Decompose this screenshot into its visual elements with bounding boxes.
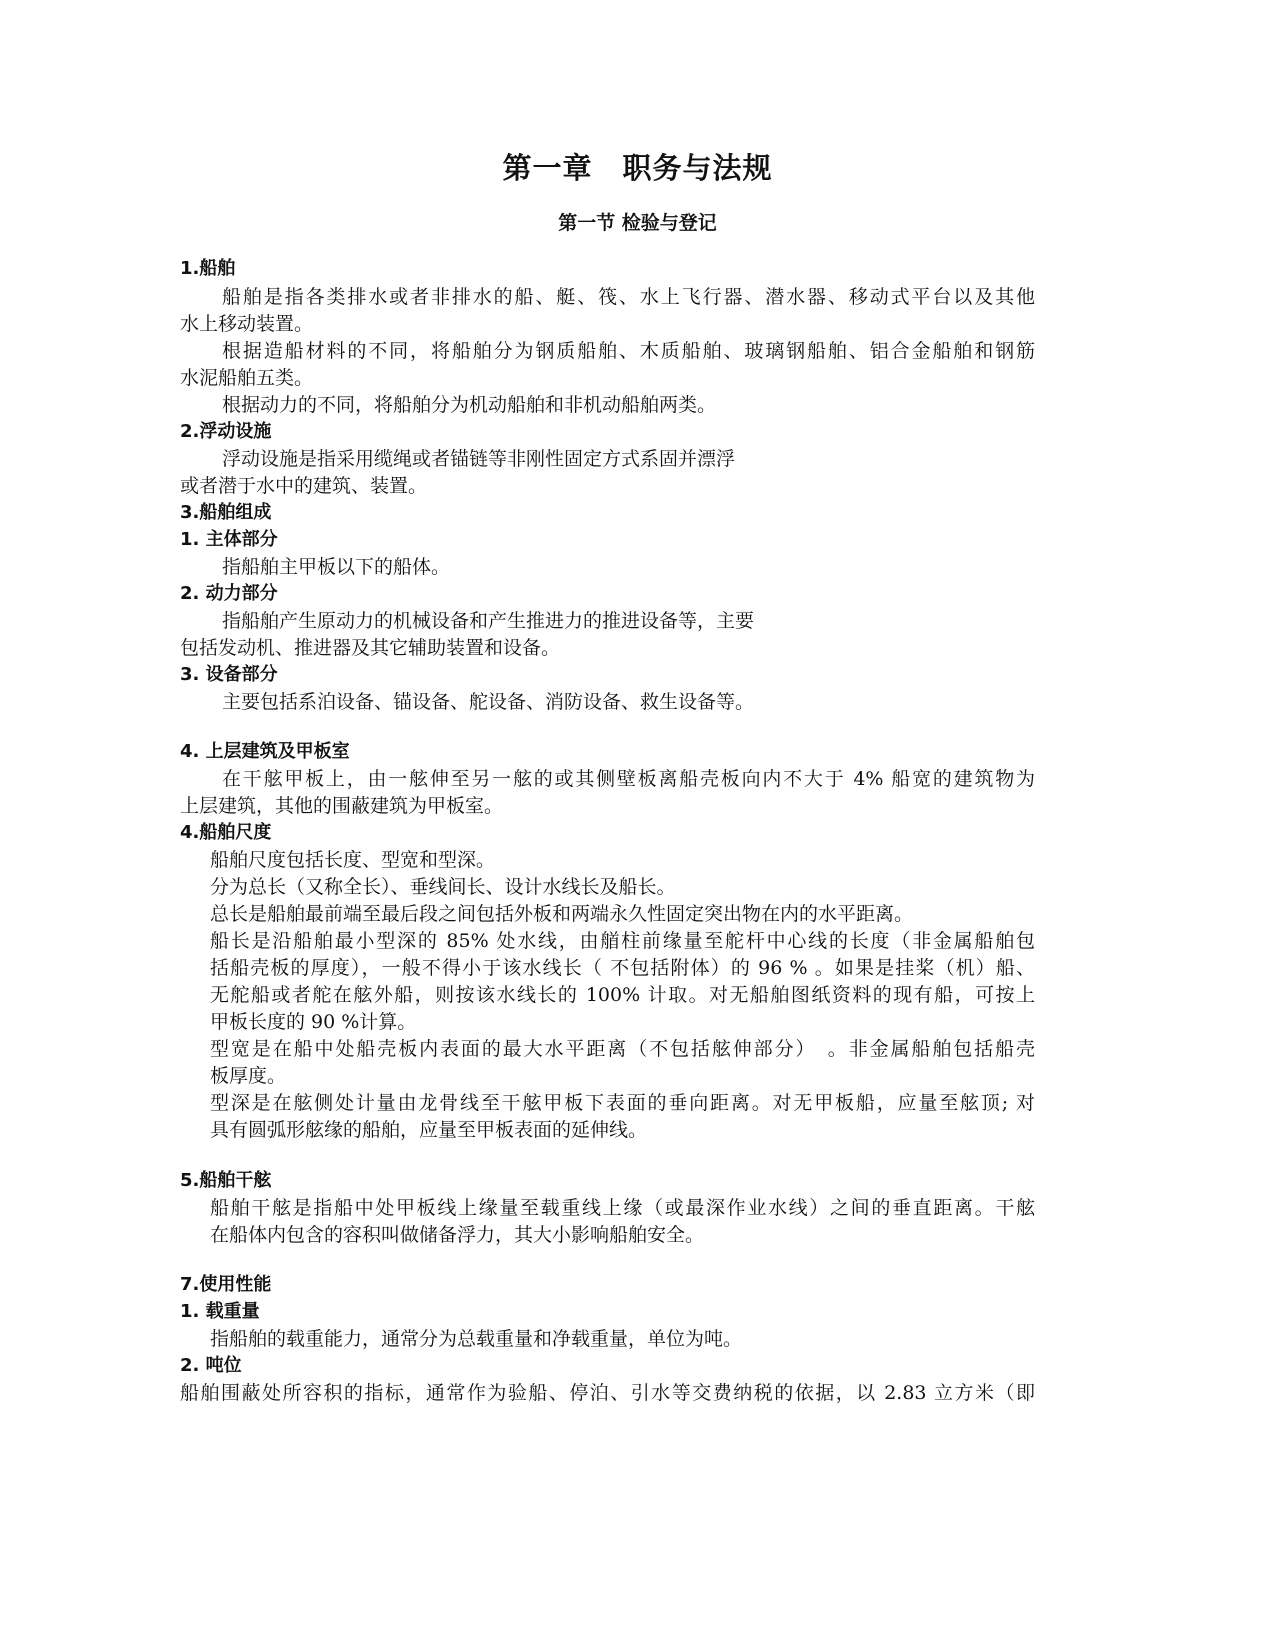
paragraph-line: 甲板长度的 90 %计算。 [210,1011,417,1033]
paragraph-line: 型深是在舷侧处计量由龙骨线至干舷甲板下表面的垂向距离。对无甲板船，应量至舷顶; 对 [210,1092,1035,1114]
paragraph-line: 分为总长（又称全长）、垂线间长、设计水线长及船长。 [210,876,676,898]
paragraph-line: 根据造船材料的不同，将船舶分为钢质船舶、木质船舶、玻璃钢船舶、铝合金船舶和钢筋 [222,340,1035,362]
paragraph-line: 或者潜于水中的建筑、装置。 [180,475,428,497]
subheading-hull: 1. 主体部分 [180,529,278,550]
paragraph-line: 船舶尺度包括长度、型宽和型深。 [210,849,496,871]
paragraph-line: 总长是船舶最前端至最后段之间包括外板和两端永久性固定突出物在内的水平距离。 [210,903,914,925]
paragraph-line: 括船壳板的厚度），一般不得小于该水线长（ 不包括附体）的 96 % 。如果是挂桨（机）船、 [210,957,1035,979]
paragraph-line: 船舶是指各类排水或者非排水的船、艇、筏、水上飞行器、潜水器、移动式平台以及其他 [222,286,1035,308]
paragraph-line: 根据动力的不同，将船舶分为机动船舶和非机动船舶两类。 [222,394,717,416]
heading-ship-composition: 3.船舶组成 [180,502,272,523]
paragraph-line: 无舵船或者舵在舷外船，则按该水线长的 100% 计取。对无船舶图纸资料的现有船，可按上 [210,984,1035,1006]
subheading-deadweight: 1. 载重量 [180,1301,260,1322]
paragraph-line: 板厚度。 [210,1065,287,1087]
paragraph-line: 指船舶产生原动力的机械设备和产生推进力的推进设备等，主要 [222,610,755,632]
heading-performance: 7.使用性能 [180,1274,272,1295]
paragraph-line: 具有圆弧形舷缘的船舶，应量至甲板表面的延伸线。 [210,1119,648,1141]
paragraph-line: 型宽是在船中处船壳板内表面的最大水平距离（不包括舷伸部分） 。非金属船舶包括船壳 [210,1038,1035,1060]
paragraph-line: 水上移动装置。 [180,313,314,335]
subheading-equipment: 3. 设备部分 [180,664,278,685]
heading-floating-facility: 2.浮动设施 [180,421,272,442]
paragraph-line: 指船舶的载重能力，通常分为总载重量和净载重量，单位为吨。 [210,1328,743,1350]
heading-ship: 1.船舶 [180,258,236,279]
paragraph-line: 浮动设施是指采用缆绳或者锚链等非刚性固定方式系固并漂浮 [222,448,736,470]
heading-freeboard: 5.船舶干舷 [180,1170,272,1191]
heading-ship-dimensions: 4.船舶尺度 [180,822,272,843]
paragraph-line: 船长是沿船舶最小型深的 85% 处水线，由艏柱前缘量至舵杆中心线的长度（非金属船舶包 [210,930,1035,952]
heading-superstructure: 4. 上层建筑及甲板室 [180,741,350,762]
paragraph-line: 在干舷甲板上，由一舷伸至另一舷的或其侧壁板离船壳板向内不大于 4% 船宽的建筑物为 [222,768,1035,790]
paragraph-line: 主要包括系泊设备、锚设备、舵设备、消防设备、救生设备等。 [222,691,755,713]
paragraph-line: 在船体内包含的容积叫做储备浮力，其大小影响船舶安全。 [210,1224,705,1246]
paragraph-line: 上层建筑，其他的围蔽建筑为甲板室。 [180,795,504,817]
paragraph-line: 指船舶主甲板以下的船体。 [222,556,451,578]
section-title: 第一节 检验与登记 [558,212,717,234]
subheading-tonnage: 2. 吨位 [180,1355,242,1376]
chapter-title: 第一章 职务与法规 [502,151,773,185]
paragraph-line: 船舶围蔽处所容积的指标，通常作为验船、停泊、引水等交费纳税的依据，以 2.83 立方米（即 [180,1382,1035,1404]
paragraph-line: 船舶干舷是指船中处甲板线上缘量至载重线上缘（或最深作业水线）之间的垂直距离。干舷 [210,1197,1035,1219]
subheading-power: 2. 动力部分 [180,583,278,604]
paragraph-line: 包括发动机、推进器及其它辅助装置和设备。 [180,637,561,659]
paragraph-line: 水泥船舶五类。 [180,367,314,389]
